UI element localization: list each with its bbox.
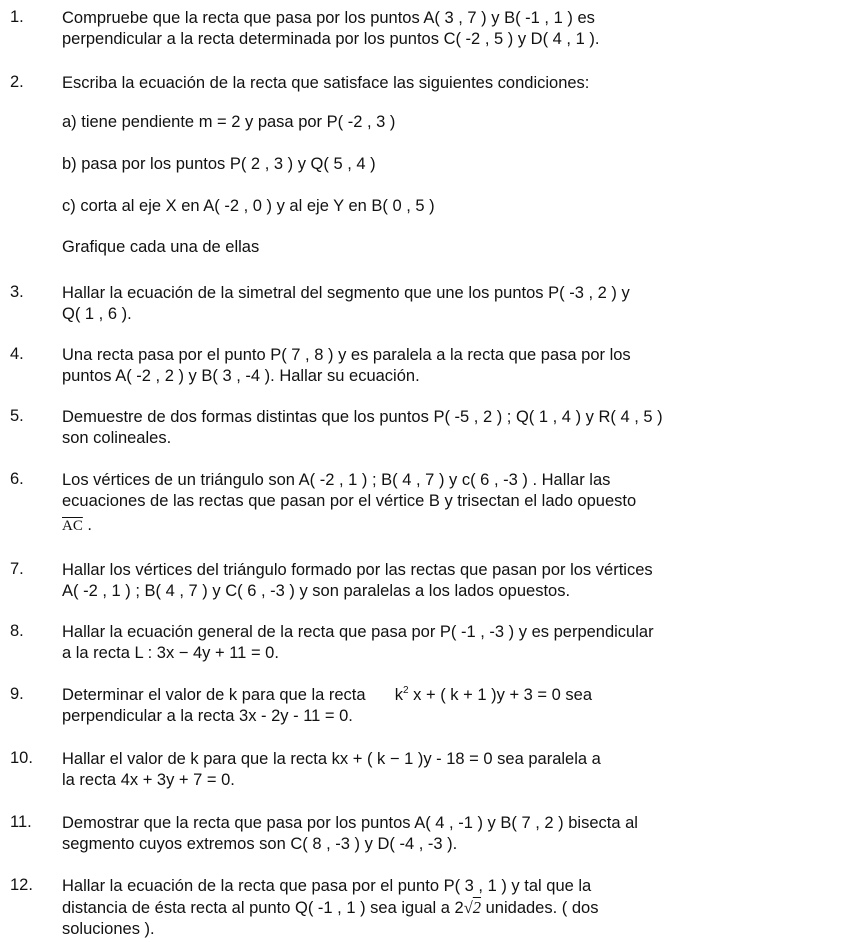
exercise-text-line: segmento cuyos extremos son C( 8 , -3 ) y D( -4 , -3 ). bbox=[62, 835, 458, 853]
exercise-text-line: perpendicular a la recta determinada por los puntos C( -2 , 5 ) y D( 4 , 1 ). bbox=[62, 30, 600, 48]
graph-instruction: Grafique cada una de ellas bbox=[62, 238, 260, 256]
exercise-text-line: soluciones ). bbox=[62, 920, 155, 938]
exercise-text-line: Q( 1 , 6 ). bbox=[62, 305, 132, 323]
exercise-text-line: Hallar los vértices del triángulo formado por las rectas que pasan por los vértices bbox=[62, 561, 653, 579]
exercise-number: 8. bbox=[10, 622, 24, 640]
exercise-number: 5. bbox=[10, 407, 24, 425]
subitem-c: c) corta al eje X en A( -2 , 0 ) y al eje Y en B( 0 , 5 ) bbox=[62, 197, 435, 215]
exercise-text-line: A( -2 , 1 ) ; B( 4 , 7 ) y C( 6 , -3 ) y son paralelas a los lados opuestos. bbox=[62, 582, 571, 600]
exercise-text-line: Demuestre de dos formas distintas que los puntos P( -5 , 2 ) ; Q( 1 , 4 ) y R( 4 , 5 ) bbox=[62, 408, 663, 426]
exercise-text-line: a la recta L : 3x − 4y + 11 = 0. bbox=[62, 644, 279, 662]
exercise-text-line: puntos A( -2 , 2 ) y B( 3 , -4 ). Hallar su ecuación. bbox=[62, 367, 420, 385]
exercise-number: 3. bbox=[10, 283, 24, 301]
exercise-text-line: Escriba la ecuación de la recta que satisface las siguientes condiciones: bbox=[62, 74, 590, 92]
exercise-text-line: Hallar la ecuación de la recta que pasa por el punto P( 3 , 1 ) y tal que la bbox=[62, 877, 592, 895]
exercise-sheet: 1. Compruebe que la recta que pasa por los puntos A( 3 , 7 ) y B( -1 , 1 ) es perpendicular a la recta determinada por los puntos C( -2 , 5 ) y D( 4 , 1 ). 2. Escriba la ecuación de la recta que satisface las siguientes condiciones: a) tiene pendiente m = 2 y pasa por P( -2 , 3 ) b) pasa por los puntos P( 2 , 3 ) y Q( 5 , 4 ) c) corta al eje X en A( -2 , 0 ) y al eje Y en B( 0 , 5 ) Grafique cada una de ellas 3. Hallar la ecuación de la simetral del segmento que une los puntos P( -3 , 2 ) y Q( 1 , 6 ). 4. Una recta pasa por el punto P( 7 , 8 ) y es paralela a la recta que pasa por los puntos A( -2 , 2 ) y B( 3 , -4 ). Hallar su ecuación. 5. Demuestre de dos formas distintas que los puntos P( -5 , 2 ) ; Q( 1 , 4 ) y R( 4 , 5 ) son colineales. 6. Los vértices de un triángulo son A( -2 , 1 ) ; B( 4 , 7 ) y c( 6 , -3 ) . Hallar las ecuaciones de las rectas que pasan por el vértice B y trisectan el lado opuesto $\overline{AC}$ . 7. Hallar los vértices del triángulo formado por las rectas que pasan por los vértices A( -2 , 1 ) ; B( 4 , 7 ) y C( 6 , -3 ) y son paralelas a los lados opuestos. 8. Hallar la ecuación general de la recta que pasa por P( -1 , -3 ) y es perpendicular a la recta L : 3x − 4y + 11 = 0. 9. Determinar el valor de k para que la recta $k^2$ x + ( k + 1 )y + 3 = 0 sea perpendicular a la recta 3x - 2y - 11 = 0. 10. Hallar el valor de k para que la recta kx + ( k − 1 )y - 18 = 0 sea paralela a la recta 4x + 3y + 7 = 0. 11. Demostrar que la recta que pasa por los puntos A( 4 , -1 ) y B( 7 , 2 ) bisecta al segmento cuyos extremos son C( 8 , -3 ) y D( -4 , -3 ). 12. Hallar la ecuación de la recta que pasa por el punto P( 3 , 1 ) y tal que la distancia de ésta recta al punto Q( -1 , 1 ) sea igual a 2√2 unidades. ( dos soluciones ). bbox=[0, 0, 854, 942]
exercise-number: 11. bbox=[10, 813, 32, 831]
exercise-number: 7. bbox=[10, 560, 24, 578]
exercise-text-line: Una recta pasa por el punto P( 7 , 8 ) y es paralela a la recta que pasa por los bbox=[62, 346, 631, 364]
subitem-a: a) tiene pendiente m = 2 y pasa por P( -2 , 3 ) bbox=[62, 113, 396, 131]
exercise-text-line: Compruebe que la recta que pasa por los puntos A( 3 , 7 ) y B( -1 , 1 ) es bbox=[62, 9, 595, 27]
exercise-number: 1. bbox=[10, 8, 24, 26]
exercise-number: 2. bbox=[10, 73, 24, 91]
exercise-number: 9. bbox=[10, 685, 24, 703]
exercise-text-line: Hallar la ecuación general de la recta que pasa por P( -1 , -3 ) y es perpendicular bbox=[62, 623, 654, 641]
exercise-text-line: distancia de ésta recta al punto Q( -1 , 1 ) sea igual a 2 bbox=[62, 899, 464, 917]
exercise-text-line: la recta 4x + 3y + 7 = 0. bbox=[62, 771, 235, 789]
exercise-text-line: son colineales. bbox=[62, 429, 172, 447]
exercise-text-line: Hallar el valor de k para que la recta kx + ( k − 1 )y - 18 = 0 sea paralela a bbox=[62, 750, 601, 768]
exercise-text-line: ecuaciones de las rectas que pasan por el vértice B y trisectan el lado opuesto bbox=[62, 492, 637, 510]
equation-rest: x + ( k + 1 )y + 3 = 0 sea bbox=[408, 686, 593, 704]
exercise-number: 6. bbox=[10, 470, 24, 488]
subitem-b: b) pasa por los puntos P( 2 , 3 ) y Q( 5 , 4 ) bbox=[62, 155, 376, 173]
equation-k: k bbox=[394, 686, 404, 704]
exercise-text-tail: unidades. ( dos bbox=[481, 899, 599, 917]
equation-exponent: 2 bbox=[403, 685, 409, 696]
exercise-text-line: perpendicular a la recta 3x - 2y - 11 = 0. bbox=[62, 707, 353, 725]
exercise-text-line: Hallar la ecuación de la simetral del segmento que une los puntos P( -3 , 2 ) y bbox=[62, 284, 630, 302]
exercise-text-line: Determinar el valor de k para que la recta bbox=[62, 686, 366, 704]
exercise-number: 10. bbox=[10, 749, 33, 767]
exercise-number: 12. bbox=[10, 876, 33, 894]
sqrt-symbol: √2 bbox=[463, 898, 482, 917]
exercise-number: 4. bbox=[10, 345, 24, 363]
exercise-text-line: Demostrar que la recta que pasa por los puntos A( 4 , -1 ) y B( 7 , 2 ) bisecta al bbox=[62, 814, 638, 832]
segment-ac: $\overline{AC}$ bbox=[62, 518, 83, 534]
exercise-text-line: Los vértices de un triángulo son A( -2 , 1 ) ; B( 4 , 7 ) y c( 6 , -3 ) . Hallar las bbox=[62, 471, 611, 489]
